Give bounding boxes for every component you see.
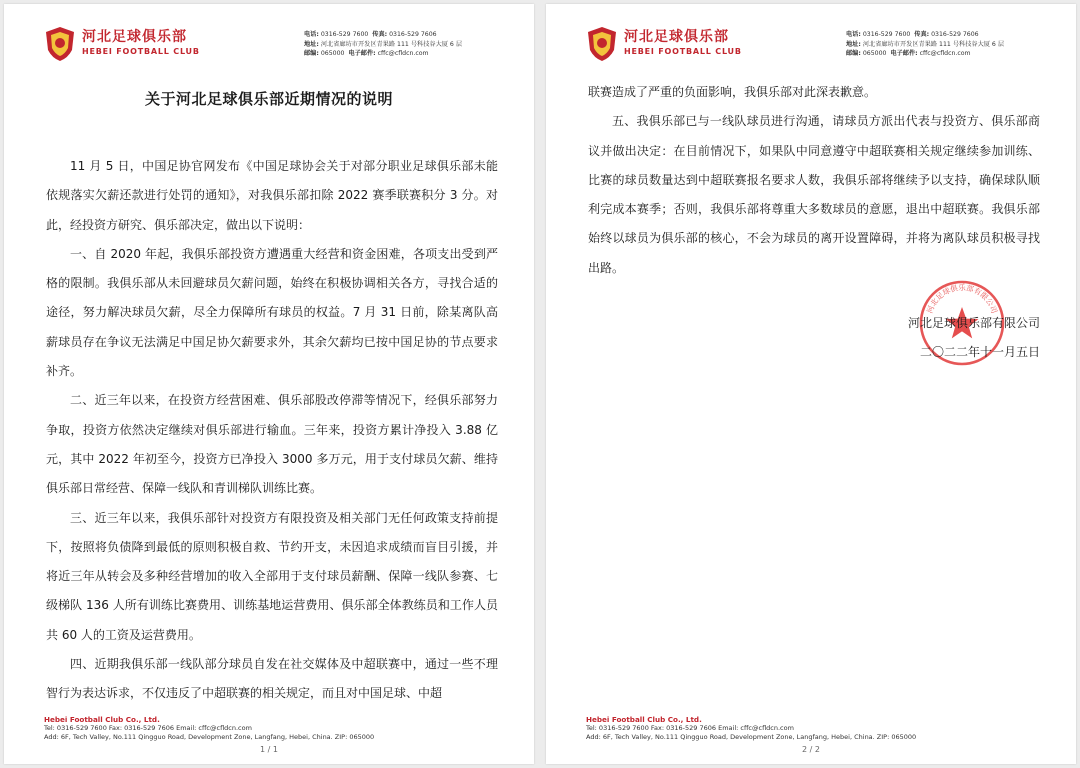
contact-block xyxy=(846,30,1036,59)
footer-contact: Tel: 0316-529 7600 Fax: 0316-529 7606 Email: cffc@cfldcn.com xyxy=(586,724,794,732)
zip-label: 邮编: xyxy=(846,50,861,57)
tel-value: 0316-529 7600 xyxy=(320,31,369,38)
paragraph: 11 月 5 日，中国足协官网发布《中国足球协会关于对部分职业足球俱乐部未能依规落实欠薪还款进行处罚的通知》，对我俱乐部扣除 2022 赛季联赛积分 3 分。对此，经投资方研究、俱乐部决定，做出以下说明： xyxy=(46,159,498,232)
club-name-en: HEBEI FOOTBALL CLUB xyxy=(624,47,742,56)
footer-company-name: Hebei Football Club Co., Ltd. xyxy=(44,715,160,724)
club-crest-icon xyxy=(586,26,618,62)
email-value: cffc@cfldcn.com xyxy=(919,50,971,57)
fax-label: 传真: xyxy=(372,31,388,38)
tel-label: 电话: xyxy=(304,31,319,38)
svg-text:河北足球俱乐部有限公司: 河北足球俱乐部有限公司 xyxy=(925,283,999,315)
paragraph: 联赛造成了严重的负面影响，我俱乐部对此深表歉意。 xyxy=(588,85,877,99)
club-logo xyxy=(586,26,742,62)
paragraph: 五、我俱乐部已与一线队球员进行沟通，请球员方派出代表与投资方、俱乐部商议并做出决定：在目前情况下，如果队中同意遵守中超联赛相关规定继续参加训练、比赛的球员数量达到中超联赛报名要求人数，我俱乐部将继续予以支持，确保球队顺利完成本赛季；否则，我俱乐部将尊重大多数球员的意愿，退出中超联赛。我俱乐部始终以球员为俱乐部的核心，不会为球员的离开设置障碍，并将为离队球员积极寻找出路。 xyxy=(588,114,1040,275)
paragraph: 三、近三年以来，我俱乐部针对投资方有限投资及相关部门无任何政策支持前提下，按照将负债降到最低的原则积极自救、节约开支，未因追求成绩而盲目引援，并将近三年从转会及多种经营增加的收入全部用于支付球员薪酬、保障一线队参赛、七级梯队 136 人所有训练比赛费用、训练基地运营费用、俱乐部全体教练员和工作人员共 60 人的工资及运营费用。 xyxy=(46,510,498,642)
contact-block xyxy=(304,30,494,59)
footer-company-name: Hebei Football Club Co., Ltd. xyxy=(586,715,702,724)
address-label: 地址: xyxy=(846,40,861,48)
fax-value: 0316-529 7606 xyxy=(931,31,979,38)
zip-value: 065000 xyxy=(320,50,345,57)
club-logo xyxy=(44,26,200,62)
footer-address: Add: 6F, Tech Valley, No.111 Qingguo Road, Development Zone, Langfang, Hebei, China. ZIP: 065000 xyxy=(586,733,917,741)
club-name-en: HEBEI FOOTBALL CLUB xyxy=(82,47,200,56)
signature-organization: 河北足球俱乐部有限公司 xyxy=(907,316,1040,330)
tel-value: 0316-529 7600 xyxy=(862,31,911,38)
footer-address: Add: 6F, Tech Valley, No.111 Qingguo Road, Development Zone, Langfang, Hebei, China. ZIP: 065000 xyxy=(44,733,375,741)
signature-date: 二〇二二年十一月五日 xyxy=(919,345,1040,359)
address-value: 河北省廊坊市开发区青果路 111 号科技谷大厦 6 层 xyxy=(862,40,1005,48)
address-label: 地址: xyxy=(304,40,319,48)
page2-body xyxy=(588,78,1040,283)
fax-label: 传真: xyxy=(914,31,930,38)
paragraph: 四、近期我俱乐部一线队部分球员自发在社交媒体及中超联赛中，通过一些不理智行为表达诉求，不仅违反了中超联赛的相关规定，而且对中国足球、中超 xyxy=(46,657,498,701)
fax-value: 0316-529 7606 xyxy=(389,31,437,38)
document-title: 关于河北足球俱乐部近期情况的说明 xyxy=(144,90,393,108)
email-label: 电子邮件: xyxy=(890,50,918,57)
letter-footer xyxy=(44,715,374,742)
club-name-cn: 河北足球俱乐部 xyxy=(624,29,729,45)
email-value: cffc@cfldcn.com xyxy=(377,50,429,57)
footer-contact: Tel: 0316-529 7600 Fax: 0316-529 7606 Email: cffc@cfldcn.com xyxy=(44,724,252,732)
club-crest-icon xyxy=(44,26,76,62)
letter-page-2 xyxy=(546,4,1076,764)
tel-label: 电话: xyxy=(846,31,861,38)
page-number: 1 / 1 xyxy=(260,745,278,754)
paragraph: 一、自 2020 年起，我俱乐部投资方遭遇重大经营和资金困难，各项支出受到严格的限制。我俱乐部从未回避球员欠薪问题，始终在积极协调相关各方，寻找合适的途径，努力解决球员欠薪，尽全力保障所有球员的权益。7 月 31 日前，除某离队高薪球员存在争议无法满足中国足协欠薪要求外，其余欠薪均已按中国足协的节点要求补齐。 xyxy=(46,246,498,379)
letterhead xyxy=(44,26,494,66)
club-name-cn: 河北足球俱乐部 xyxy=(82,29,187,45)
letter-page-1 xyxy=(4,4,534,764)
page1-body xyxy=(46,152,498,709)
page-number: 2 / 2 xyxy=(802,745,820,754)
letter-footer xyxy=(586,715,916,742)
paragraph: 二、近三年以来，在投资方经营困难、俱乐部股改停滞等情况下，经俱乐部努力争取，投资方依然决定继续对俱乐部进行输血。三年来，投资方累计净投入 3.88 亿元，其中 2022 年初至今，投资方已净投入 3000 多万元，用于支付球员欠薪、维持俱乐部日常经营、保障一线队和青训梯队训练比赛。 xyxy=(46,393,498,496)
letterhead xyxy=(586,26,1036,66)
email-label: 电子邮件: xyxy=(348,50,376,57)
zip-value: 065000 xyxy=(862,50,887,57)
zip-label: 邮编: xyxy=(304,50,319,57)
address-value: 河北省廊坊市开发区青果路 111 号科技谷大厦 6 层 xyxy=(320,40,463,48)
